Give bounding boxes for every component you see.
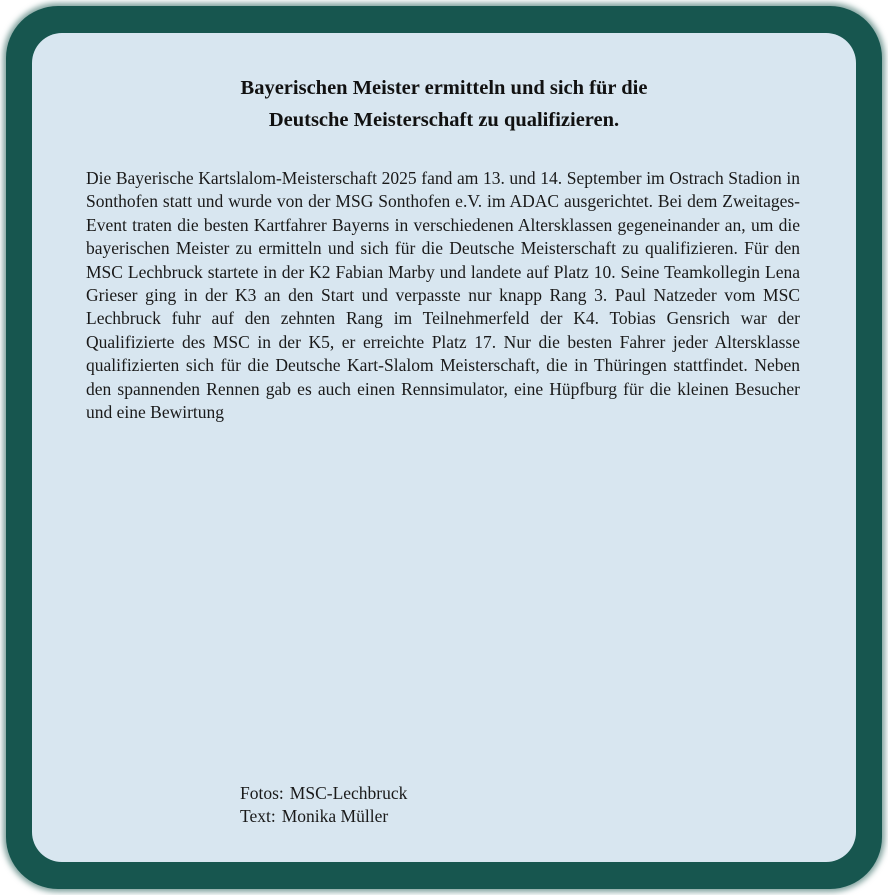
article-body: Die Bayerische Kartslalom-Meisterschaft 2025 fand am 13. und 14. September im Ostrach Stadion in Sonthofen statt und wurde von der MSG Sonthofen e.V. im ADAC ausgerichtet. Bei dem Zweitages-Event traten die besten Kartfahrer Bayerns in verschiedenen Altersklassen gegeneinander an, um die bayerischen Meister zu ermitteln und sich für die Deutsche Meisterschaft zu qualifizieren. Für den MSC Lechbruck startete in der K2 Fabian Marby und landete auf Platz 10. Seine Teamkollegin Lena Grieser ging in der K3 an den Start und verpasste nur knapp Rang 3. Paul Natzeder vom MSC Lechbruck fuhr auf den zehnten Rang im Teilnehmerfeld der K4. Tobias Gensrich war der Qualifizierte des MSC in der K5, er erreichte Platz 17. Nur die besten Fahrer jeder Altersklasse qualifizierten sich für die Deutsche Kart-Slalom Meisterschaft, die in Thüringen stattfindet. Neben den spannenden Rennen gab es auch einen Rennsimulator, eine Hüpfburg für die kleinen Besucher und eine Bewirtung [86,168,800,423]
content-card [32,33,856,862]
photo-credit-label: Fotos: [240,783,284,803]
article-headline [0,72,888,136]
text-credit [240,805,407,828]
text-credit-label: Text: [240,806,276,827]
photo-credit [240,782,407,805]
headline-line-1: Bayerischen Meister ermitteln und sich für die [240,77,648,99]
photo-credit-value: MSC-Lechbruck [289,783,408,803]
text-credit-value: Monika Müller [281,806,389,827]
headline-line-2: Deutsche Meisterschaft zu qualifizieren. [268,109,620,131]
credits-block [240,782,407,829]
